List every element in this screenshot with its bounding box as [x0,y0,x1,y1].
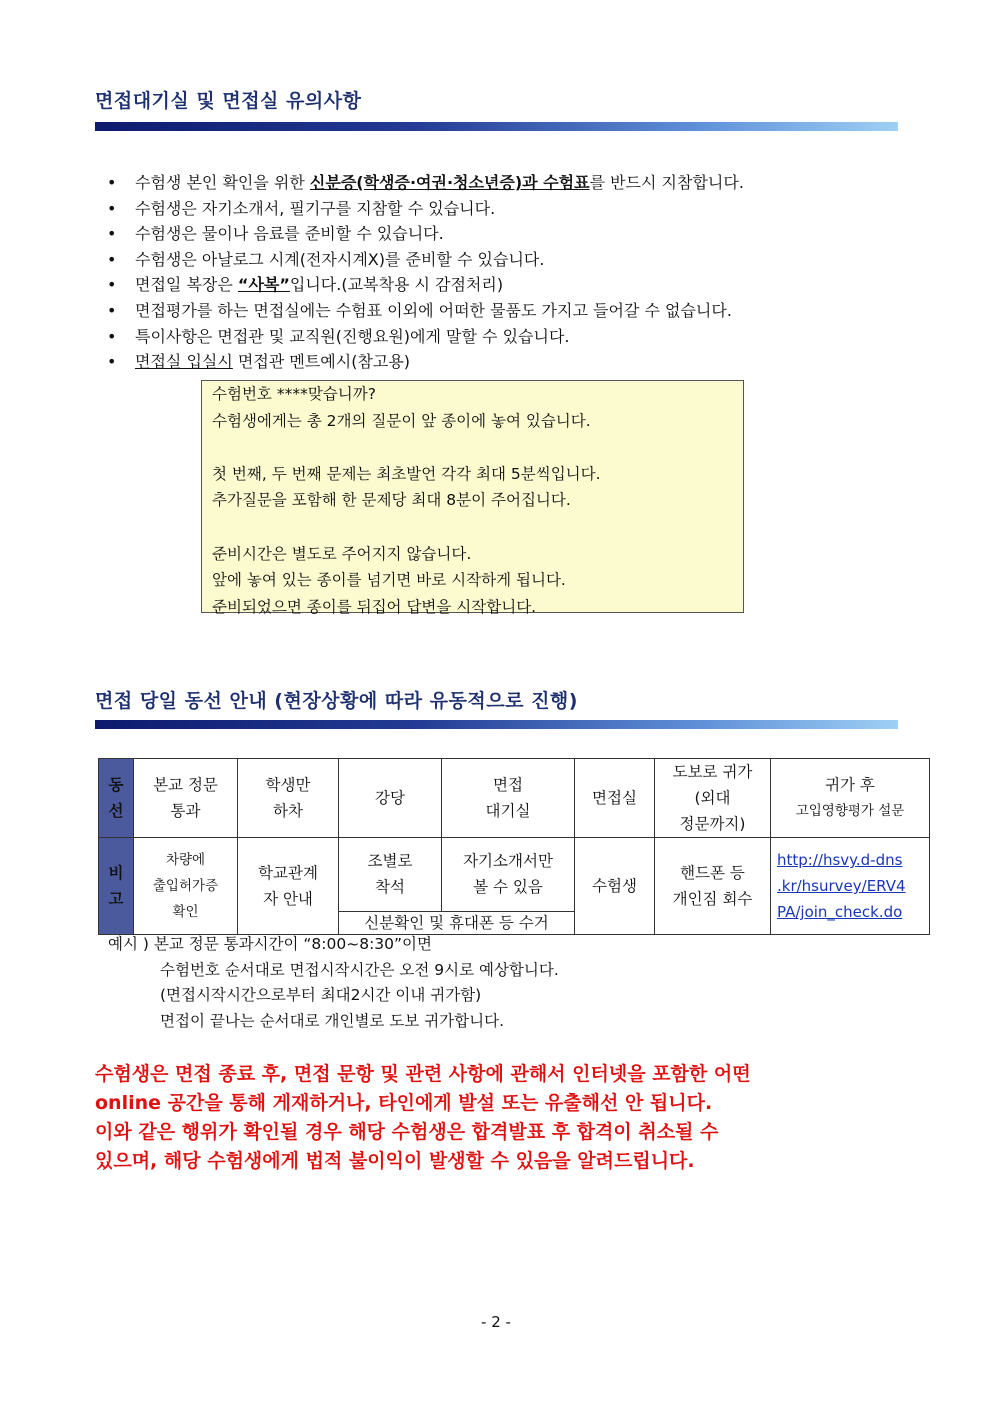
script-line: 수험생에게는 총 2개의 질문이 앞 종이에 놓여 있습니다. [212,411,591,430]
table-cell: 면접실 [575,759,655,838]
list-item: • 수험생은 자기소개서, 필기구를 지참할 수 있습니다. [105,196,744,222]
page-number: - 2 - [481,1313,511,1331]
table-cell: 본교 정문 통과 [134,759,238,838]
table-cell: 면접 대기실 [442,759,575,838]
script-line: 첫 번째, 두 번째 문제는 최초발언 각각 최대 5분씩입니다. [212,464,601,483]
notes-list [105,170,744,375]
list-item: • 면접실 입실시 면접관 멘트예시(참고용) [105,349,744,375]
script-line: 준비시간은 별도로 주어지지 않습니다. [212,544,472,563]
table-cell: 차량에 출입허가증 확인 [134,838,238,935]
section-heading-notes: 면접대기실 및 면접실 유의사항 [95,90,362,112]
script-line: 준비되었으면 종이를 뒤집어 답변을 시작합니다. [212,597,537,616]
list-item: • 수험생은 물이나 음료를 준비할 수 있습니다. [105,221,744,247]
script-line [212,434,733,461]
interviewer-script-box [201,380,744,616]
warning-line: online 공간을 통해 게재하거나, 타인에게 발설 또는 유출해선 안 됩니다. [95,1092,713,1114]
example-line: (면접시작시간으로부터 최대2시간 이내 귀가함) [160,986,482,1004]
list-item: • 수험생은 아날로그 시계(전자시계X)를 준비할 수 있습니다. [105,247,744,273]
script-line: 추가질문을 포함해 한 문제당 최대 8분이 주어집니다. [212,491,571,510]
example-line: 면접이 끝나는 순서대로 개인별로 도보 귀가합니다. [160,1011,504,1030]
heading-divider [95,122,898,131]
table-cell: 도보로 귀가 (외대 정문까지) [655,759,771,838]
survey-link[interactable]: http://hsvy.d-dns .kr/hsurvey/ERV4 PA/join_check.do [771,838,930,935]
script-line [212,514,733,541]
table-cell: 강당 [339,759,442,838]
table-cell: 학교관계 자 안내 [238,838,339,935]
row-label-notes: 비 고 [99,838,134,935]
section-heading-route: 면접 당일 동선 안내 (현장상황에 따라 유동적으로 진행) [95,690,578,712]
warning-line: 있으며, 해당 수험생에게 법적 불이익이 발생할 수 있음을 알려드립니다. [95,1150,695,1172]
script-line: 수험번호 ****맞습니까? [212,385,376,403]
table-cell: 수험생 [575,838,655,935]
table-row [99,838,930,912]
script-line: 앞에 놓여 있는 종이를 넘기면 바로 시작하게 됩니다. [212,571,566,590]
list-item: • 특이사항은 면접관 및 교직원(진행요원)에게 말할 수 있습니다. [105,324,744,350]
example-note [108,932,559,1034]
warning-line: 수험생은 면접 종료 후, 면접 문항 및 관련 사항에 관해서 인터넷을 포함한 어떤 [95,1063,751,1085]
table-cell: 자기소개서만 볼 수 있음 [442,838,575,912]
table-cell: 조별로 착석 [339,838,442,912]
table-cell: 학생만 하차 [238,759,339,838]
table-cell: 핸드폰 등 개인짐 회수 [655,838,771,935]
list-item: • 수험생 본인 확인을 위한 신분증(학생증·여권·청소년증)과 수험표를 반드시 지참합니다. [105,170,744,196]
heading-divider [95,720,898,729]
merged-note-cell: 신분확인 및 휴대폰 등 수거 [339,911,575,934]
warning-line: 이와 같은 행위가 확인될 경우 해당 수험생은 합격발표 후 합격이 취소될 수 [95,1121,719,1143]
row-label-route: 동 선 [99,759,134,838]
warning-notice [95,1060,915,1176]
example-line: 수험번호 순서대로 면접시작시간은 오전 9시로 예상합니다. [160,960,559,979]
table-row [99,759,930,838]
list-item: • 면접일 복장은 “사복”입니다.(교복착용 시 감점처리) [105,272,744,298]
route-table [98,758,930,935]
example-line: 예시 ) 본교 정문 통과시간이 “8:00~8:30”이면 [108,935,432,953]
list-item: • 면접평가를 하는 면접실에는 수험표 이외에 어떠한 물품도 가지고 들어갈 수 없습니다. [105,298,744,324]
table-cell: 귀가 후 고입영향평가 설문 [771,759,930,838]
